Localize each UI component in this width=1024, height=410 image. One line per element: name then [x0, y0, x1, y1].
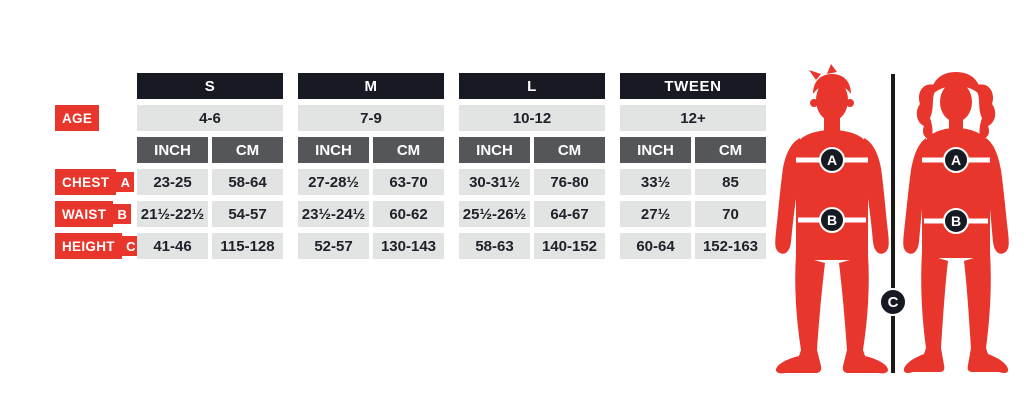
height-label: HEIGHT — [55, 233, 122, 259]
waist-inch-tween: 27½ — [620, 201, 691, 227]
measurement-figures — [770, 60, 1024, 410]
figures-svg — [770, 60, 1024, 410]
height-cm-m: 130-143 — [373, 233, 444, 259]
chest-letter-badge: A — [116, 172, 134, 192]
height-inch-tween: 60-64 — [620, 233, 691, 259]
waist-label: WAIST — [55, 201, 113, 227]
height-cm-s: 115-128 — [212, 233, 283, 259]
height-marker — [880, 289, 906, 315]
age-value-l: 10-12 — [459, 105, 605, 131]
girl-waist-marker-label: B — [950, 213, 962, 229]
chest-cm-m: 63-70 — [373, 169, 444, 195]
waist-cm-tween: 70 — [695, 201, 766, 227]
cm-header-l: CM — [534, 137, 605, 163]
age-label: AGE — [55, 105, 99, 131]
label-spacer — [55, 73, 131, 99]
unit-header-row — [0, 137, 766, 163]
girl-chest-marker-label: A — [950, 152, 962, 168]
chest-inch-l: 30-31½ — [459, 169, 530, 195]
waist-inch-s: 21½-22½ — [137, 201, 208, 227]
height-inch-s: 41-46 — [137, 233, 208, 259]
chest-label: CHEST — [55, 169, 116, 195]
age-value-s: 4-6 — [137, 105, 283, 131]
waist-label-cell — [55, 201, 131, 227]
size-header-tween: TWEEN — [620, 73, 766, 99]
height-row — [0, 233, 766, 259]
height-inch-l: 58-63 — [459, 233, 530, 259]
boy-chest-marker — [820, 148, 844, 172]
height-inch-m: 52-57 — [298, 233, 369, 259]
height-letter-badge: C — [122, 236, 140, 256]
cm-header-tween: CM — [695, 137, 766, 163]
chest-inch-m: 27-28½ — [298, 169, 369, 195]
height-divider-line — [891, 74, 895, 373]
boy-waist-marker-label: B — [826, 212, 838, 228]
waist-inch-l: 25½-26½ — [459, 201, 530, 227]
size-header-m: M — [298, 73, 444, 99]
inch-header-m: INCH — [298, 137, 369, 163]
cm-header-s: CM — [212, 137, 283, 163]
girl-waist-marker — [944, 209, 968, 233]
chest-cm-tween: 85 — [695, 169, 766, 195]
height-label-cell — [55, 233, 136, 259]
waist-cm-l: 64-67 — [534, 201, 605, 227]
label-spacer — [55, 137, 131, 163]
chest-label-cell — [55, 169, 131, 195]
chest-row — [0, 169, 766, 195]
age-row — [0, 105, 766, 131]
inch-header-s: INCH — [137, 137, 208, 163]
waist-row — [0, 201, 766, 227]
boy-waist-marker — [820, 208, 844, 232]
size-table — [0, 73, 766, 259]
size-header-l: L — [459, 73, 605, 99]
age-label-cell — [55, 105, 131, 131]
height-marker-label: C — [887, 294, 899, 311]
inch-header-tween: INCH — [620, 137, 691, 163]
boy-chest-marker-label: A — [826, 152, 838, 168]
height-cm-l: 140-152 — [534, 233, 605, 259]
chest-cm-l: 76-80 — [534, 169, 605, 195]
waist-inch-m: 23½-24½ — [298, 201, 369, 227]
waist-cm-m: 60-62 — [373, 201, 444, 227]
size-header-row — [0, 73, 766, 99]
size-header-s: S — [137, 73, 283, 99]
age-value-m: 7-9 — [298, 105, 444, 131]
height-cm-tween: 152-163 — [695, 233, 766, 259]
girl-chest-marker — [944, 148, 968, 172]
waist-cm-s: 54-57 — [212, 201, 283, 227]
inch-header-l: INCH — [459, 137, 530, 163]
waist-letter-badge: B — [113, 204, 131, 224]
chest-inch-tween: 33½ — [620, 169, 691, 195]
age-value-tween: 12+ — [620, 105, 766, 131]
cm-header-m: CM — [373, 137, 444, 163]
chest-cm-s: 58-64 — [212, 169, 283, 195]
chest-inch-s: 23-25 — [137, 169, 208, 195]
